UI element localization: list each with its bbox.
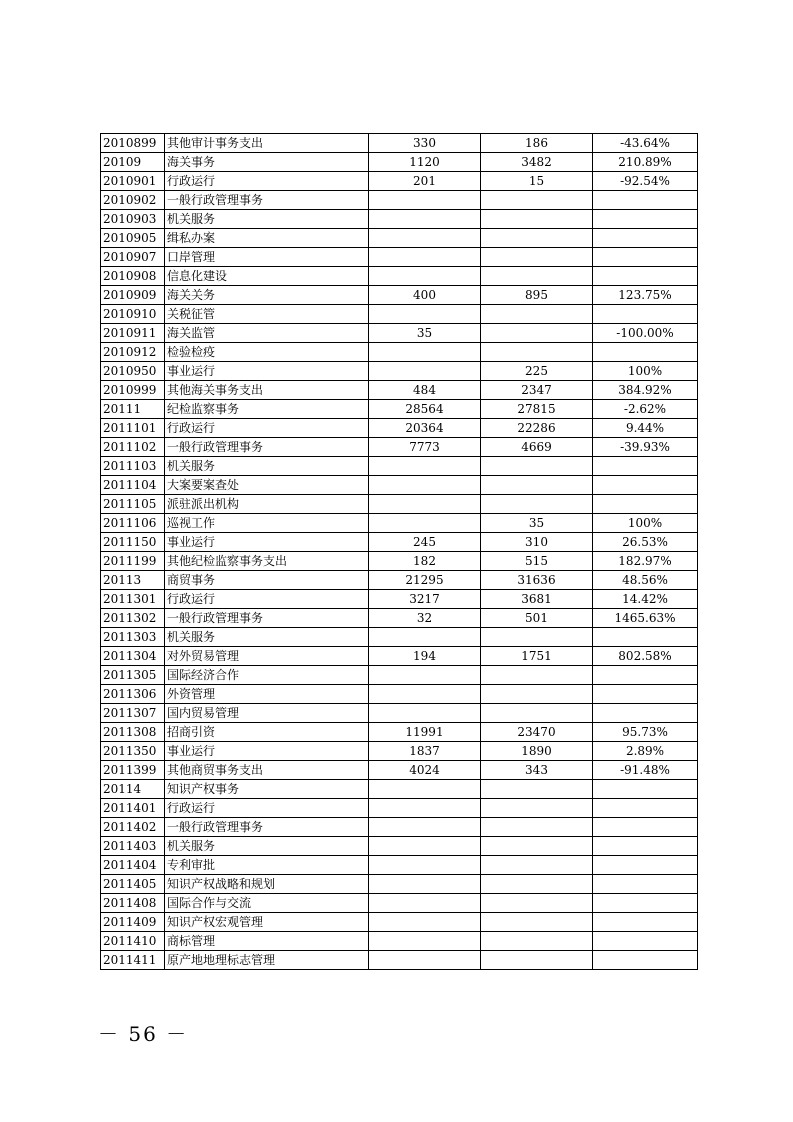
code-cell: 2011104: [101, 476, 165, 495]
name-cell: 招商引资: [165, 723, 369, 742]
change-cell: 182.97%: [593, 552, 698, 571]
change-cell: [593, 894, 698, 913]
table-row: [101, 894, 698, 913]
value-2020-cell: 23470: [481, 723, 593, 742]
change-cell: 384.92%: [593, 381, 698, 400]
name-cell: 机关服务: [165, 837, 369, 856]
code-cell: 2011350: [101, 742, 165, 761]
name-cell: 知识产权战略和规划: [165, 875, 369, 894]
table-row: [101, 362, 698, 381]
table-row: [101, 571, 698, 590]
value-2019-cell: [369, 191, 481, 210]
code-cell: 2011103: [101, 457, 165, 476]
value-2020-cell: [481, 875, 593, 894]
value-2020-cell: 501: [481, 609, 593, 628]
table-row: [101, 438, 698, 457]
code-cell: 2010899: [101, 134, 165, 153]
value-2019-cell: [369, 476, 481, 495]
value-2019-cell: 20364: [369, 419, 481, 438]
name-cell: 机关服务: [165, 628, 369, 647]
value-2020-cell: 3482: [481, 153, 593, 172]
change-cell: [593, 666, 698, 685]
value-2019-cell: [369, 932, 481, 951]
code-cell: 2010907: [101, 248, 165, 267]
name-cell: 信息化建设: [165, 267, 369, 286]
table-row: [101, 875, 698, 894]
value-2020-cell: 1890: [481, 742, 593, 761]
table-row: [101, 799, 698, 818]
code-cell: 2010902: [101, 191, 165, 210]
change-cell: [593, 685, 698, 704]
table-row: [101, 381, 698, 400]
value-2019-cell: [369, 685, 481, 704]
value-2019-cell: 400: [369, 286, 481, 305]
code-cell: 2011405: [101, 875, 165, 894]
table-row: [101, 495, 698, 514]
code-cell: 2010912: [101, 343, 165, 362]
change-cell: 100%: [593, 514, 698, 533]
value-2019-cell: 245: [369, 533, 481, 552]
code-cell: 2011410: [101, 932, 165, 951]
change-cell: 210.89%: [593, 153, 698, 172]
value-2019-cell: [369, 248, 481, 267]
value-2020-cell: [481, 324, 593, 343]
change-cell: 2.89%: [593, 742, 698, 761]
value-2019-cell: 28564: [369, 400, 481, 419]
value-2020-cell: 515: [481, 552, 593, 571]
value-2019-cell: [369, 837, 481, 856]
code-cell: 2010909: [101, 286, 165, 305]
code-cell: 2010903: [101, 210, 165, 229]
value-2019-cell: [369, 799, 481, 818]
value-2019-cell: [369, 362, 481, 381]
code-cell: 2010911: [101, 324, 165, 343]
value-2020-cell: 15: [481, 172, 593, 191]
value-2019-cell: 21295: [369, 571, 481, 590]
value-2019-cell: 32: [369, 609, 481, 628]
change-cell: [593, 495, 698, 514]
name-cell: 商标管理: [165, 932, 369, 951]
value-2020-cell: 1751: [481, 647, 593, 666]
name-cell: 行政运行: [165, 590, 369, 609]
change-cell: -91.48%: [593, 761, 698, 780]
table-row: [101, 191, 698, 210]
value-2020-cell: [481, 628, 593, 647]
name-cell: 对外贸易管理: [165, 647, 369, 666]
change-cell: [593, 343, 698, 362]
name-cell: 国际合作与交流: [165, 894, 369, 913]
code-cell: 2011101: [101, 419, 165, 438]
table-row: [101, 305, 698, 324]
value-2020-cell: [481, 666, 593, 685]
change-cell: [593, 476, 698, 495]
change-cell: [593, 704, 698, 723]
value-2020-cell: [481, 210, 593, 229]
table-row: [101, 457, 698, 476]
change-cell: [593, 229, 698, 248]
code-cell: 2011303: [101, 628, 165, 647]
value-2020-cell: 22286: [481, 419, 593, 438]
change-cell: 802.58%: [593, 647, 698, 666]
table-row: [101, 172, 698, 191]
name-cell: 事业运行: [165, 533, 369, 552]
value-2020-cell: [481, 305, 593, 324]
name-cell: 其他海关事务支出: [165, 381, 369, 400]
change-cell: 26.53%: [593, 533, 698, 552]
change-cell: -100.00%: [593, 324, 698, 343]
value-2019-cell: [369, 628, 481, 647]
name-cell: 行政运行: [165, 172, 369, 191]
value-2020-cell: [481, 837, 593, 856]
name-cell: 事业运行: [165, 362, 369, 381]
name-cell: 知识产权宏观管理: [165, 913, 369, 932]
value-2020-cell: 186: [481, 134, 593, 153]
value-2019-cell: [369, 343, 481, 362]
name-cell: 一般行政管理事务: [165, 609, 369, 628]
value-2019-cell: [369, 305, 481, 324]
value-2019-cell: 4024: [369, 761, 481, 780]
code-cell: 20109: [101, 153, 165, 172]
table-row: [101, 837, 698, 856]
value-2019-cell: 201: [369, 172, 481, 191]
change-cell: [593, 210, 698, 229]
table-row: [101, 267, 698, 286]
name-cell: 其他审计事务支出: [165, 134, 369, 153]
table-row: [101, 400, 698, 419]
code-cell: 20113: [101, 571, 165, 590]
code-cell: 2011302: [101, 609, 165, 628]
value-2020-cell: 35: [481, 514, 593, 533]
table-row: [101, 818, 698, 837]
change-cell: 123.75%: [593, 286, 698, 305]
value-2019-cell: [369, 267, 481, 286]
change-cell: -2.62%: [593, 400, 698, 419]
code-cell: 2011301: [101, 590, 165, 609]
value-2020-cell: [481, 818, 593, 837]
table-row: [101, 476, 698, 495]
value-2019-cell: [369, 780, 481, 799]
change-cell: [593, 837, 698, 856]
value-2019-cell: 1837: [369, 742, 481, 761]
code-cell: 2010908: [101, 267, 165, 286]
code-cell: 2011150: [101, 533, 165, 552]
name-cell: 海关关务: [165, 286, 369, 305]
code-cell: 2010950: [101, 362, 165, 381]
code-cell: 2010905: [101, 229, 165, 248]
value-2020-cell: [481, 799, 593, 818]
change-cell: [593, 951, 698, 970]
code-cell: 2011403: [101, 837, 165, 856]
value-2019-cell: 35: [369, 324, 481, 343]
value-2020-cell: [481, 685, 593, 704]
table-row: [101, 153, 698, 172]
change-cell: 14.42%: [593, 590, 698, 609]
value-2020-cell: [481, 191, 593, 210]
name-cell: 国内贸易管理: [165, 704, 369, 723]
value-2020-cell: [481, 894, 593, 913]
value-2020-cell: [481, 267, 593, 286]
code-cell: 2010999: [101, 381, 165, 400]
value-2019-cell: 3217: [369, 590, 481, 609]
table-row: [101, 210, 698, 229]
code-cell: 2011402: [101, 818, 165, 837]
code-cell: 2011105: [101, 495, 165, 514]
value-2020-cell: [481, 476, 593, 495]
name-cell: 机关服务: [165, 210, 369, 229]
value-2019-cell: 330: [369, 134, 481, 153]
name-cell: 行政运行: [165, 419, 369, 438]
code-cell: 2011307: [101, 704, 165, 723]
name-cell: 其他纪检监察事务支出: [165, 552, 369, 571]
code-cell: 2011399: [101, 761, 165, 780]
value-2020-cell: [481, 229, 593, 248]
value-2019-cell: [369, 457, 481, 476]
name-cell: 行政运行: [165, 799, 369, 818]
name-cell: 一般行政管理事务: [165, 438, 369, 457]
code-cell: 2011199: [101, 552, 165, 571]
name-cell: 外资管理: [165, 685, 369, 704]
value-2019-cell: [369, 704, 481, 723]
value-2020-cell: 3681: [481, 590, 593, 609]
value-2019-cell: [369, 818, 481, 837]
table-row: [101, 343, 698, 362]
code-cell: 2010901: [101, 172, 165, 191]
table-row: [101, 647, 698, 666]
value-2019-cell: 194: [369, 647, 481, 666]
value-2020-cell: [481, 704, 593, 723]
table-row: [101, 932, 698, 951]
code-cell: 2011304: [101, 647, 165, 666]
code-cell: 2011411: [101, 951, 165, 970]
name-cell: 检验检疫: [165, 343, 369, 362]
table-row: [101, 856, 698, 875]
name-cell: 一般行政管理事务: [165, 191, 369, 210]
code-cell: 2010910: [101, 305, 165, 324]
table-row: [101, 590, 698, 609]
value-2020-cell: [481, 932, 593, 951]
name-cell: 商贸事务: [165, 571, 369, 590]
table-row: [101, 533, 698, 552]
value-2020-cell: 225: [481, 362, 593, 381]
change-cell: [593, 856, 698, 875]
name-cell: 关税征管: [165, 305, 369, 324]
code-cell: 2011401: [101, 799, 165, 818]
change-cell: 1465.63%: [593, 609, 698, 628]
value-2020-cell: [481, 457, 593, 476]
change-cell: [593, 799, 698, 818]
table-row: [101, 552, 698, 571]
value-2019-cell: [369, 495, 481, 514]
value-2019-cell: [369, 951, 481, 970]
change-cell: [593, 267, 698, 286]
table-row: [101, 951, 698, 970]
name-cell: 专利审批: [165, 856, 369, 875]
name-cell: 纪检监察事务: [165, 400, 369, 419]
table-row: [101, 913, 698, 932]
value-2020-cell: 2347: [481, 381, 593, 400]
change-cell: [593, 932, 698, 951]
value-2020-cell: [481, 856, 593, 875]
value-2019-cell: [369, 894, 481, 913]
name-cell: 海关事务: [165, 153, 369, 172]
name-cell: 口岸管理: [165, 248, 369, 267]
name-cell: 海关监管: [165, 324, 369, 343]
name-cell: 原产地地理标志管理: [165, 951, 369, 970]
name-cell: 事业运行: [165, 742, 369, 761]
value-2019-cell: 7773: [369, 438, 481, 457]
value-2019-cell: 11991: [369, 723, 481, 742]
value-2019-cell: 484: [369, 381, 481, 400]
table-row: [101, 704, 698, 723]
value-2020-cell: [481, 495, 593, 514]
value-2020-cell: 4669: [481, 438, 593, 457]
change-cell: -43.64%: [593, 134, 698, 153]
code-cell: 2011404: [101, 856, 165, 875]
budget-table: [100, 133, 698, 970]
name-cell: 知识产权事务: [165, 780, 369, 799]
table-row: [101, 742, 698, 761]
change-cell: -92.54%: [593, 172, 698, 191]
table-row: [101, 780, 698, 799]
table-row: [101, 248, 698, 267]
page-number: － 56 －: [98, 1022, 189, 1046]
table-row: [101, 761, 698, 780]
code-cell: 2011308: [101, 723, 165, 742]
name-cell: 大案要案查处: [165, 476, 369, 495]
value-2020-cell: [481, 913, 593, 932]
change-cell: [593, 913, 698, 932]
value-2020-cell: 343: [481, 761, 593, 780]
value-2019-cell: 182: [369, 552, 481, 571]
change-cell: [593, 248, 698, 267]
value-2020-cell: 310: [481, 533, 593, 552]
table-row: [101, 286, 698, 305]
name-cell: 缉私办案: [165, 229, 369, 248]
table-row: [101, 514, 698, 533]
value-2020-cell: 27815: [481, 400, 593, 419]
name-cell: 一般行政管理事务: [165, 818, 369, 837]
change-cell: 100%: [593, 362, 698, 381]
table-row: [101, 666, 698, 685]
change-cell: 95.73%: [593, 723, 698, 742]
value-2019-cell: [369, 913, 481, 932]
code-cell: 2011106: [101, 514, 165, 533]
table-row: [101, 229, 698, 248]
change-cell: [593, 818, 698, 837]
value-2019-cell: 1120: [369, 153, 481, 172]
value-2020-cell: [481, 780, 593, 799]
code-cell: 2011306: [101, 685, 165, 704]
value-2019-cell: [369, 210, 481, 229]
value-2019-cell: [369, 666, 481, 685]
code-cell: 2011408: [101, 894, 165, 913]
code-cell: 2011305: [101, 666, 165, 685]
name-cell: 机关服务: [165, 457, 369, 476]
name-cell: 巡视工作: [165, 514, 369, 533]
change-cell: 9.44%: [593, 419, 698, 438]
value-2019-cell: [369, 856, 481, 875]
table-row: [101, 723, 698, 742]
change-cell: [593, 628, 698, 647]
code-cell: 2011409: [101, 913, 165, 932]
value-2020-cell: 895: [481, 286, 593, 305]
code-cell: 20114: [101, 780, 165, 799]
table-row: [101, 628, 698, 647]
code-cell: 2011102: [101, 438, 165, 457]
change-cell: 48.56%: [593, 571, 698, 590]
change-cell: [593, 305, 698, 324]
value-2020-cell: [481, 951, 593, 970]
table-body: [101, 134, 698, 970]
value-2019-cell: [369, 514, 481, 533]
name-cell: 派驻派出机构: [165, 495, 369, 514]
table-row: [101, 685, 698, 704]
change-cell: [593, 457, 698, 476]
change-cell: [593, 191, 698, 210]
change-cell: -39.93%: [593, 438, 698, 457]
value-2020-cell: [481, 343, 593, 362]
value-2020-cell: 31636: [481, 571, 593, 590]
code-cell: 20111: [101, 400, 165, 419]
table-row: [101, 419, 698, 438]
change-cell: [593, 780, 698, 799]
name-cell: 其他商贸事务支出: [165, 761, 369, 780]
table-row: [101, 324, 698, 343]
name-cell: 国际经济合作: [165, 666, 369, 685]
value-2020-cell: [481, 248, 593, 267]
table-row: [101, 609, 698, 628]
table-row: [101, 134, 698, 153]
value-2019-cell: [369, 875, 481, 894]
change-cell: [593, 875, 698, 894]
value-2019-cell: [369, 229, 481, 248]
